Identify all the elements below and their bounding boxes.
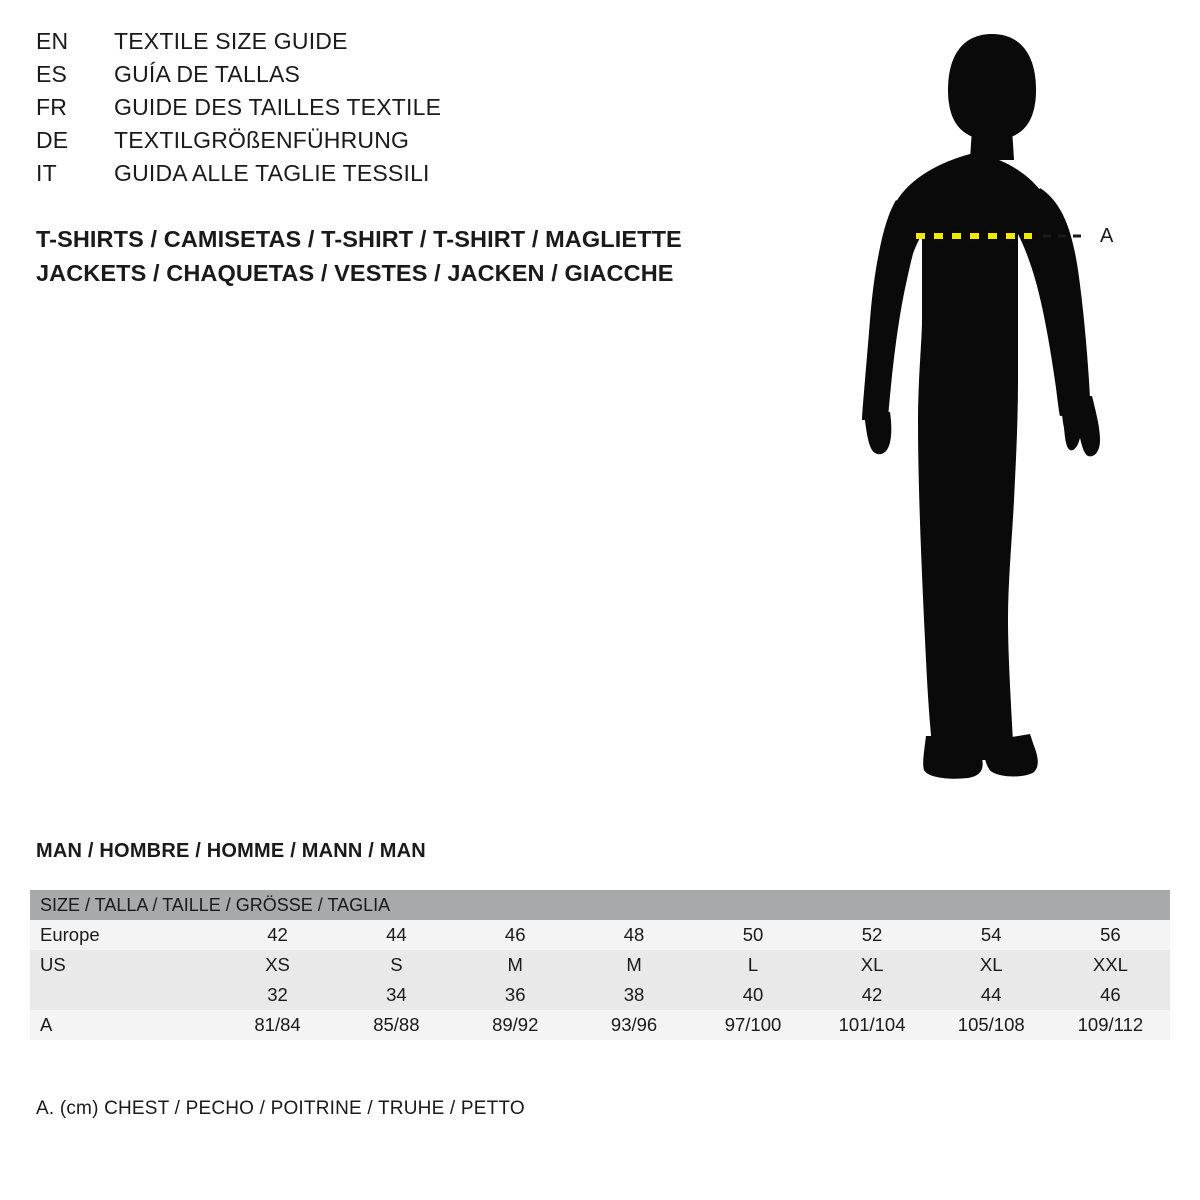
row-cell: XS [218, 950, 337, 980]
row-cell: 48 [575, 920, 694, 950]
row-cell: M [456, 950, 575, 980]
language-list [36, 28, 736, 193]
row-cell: 46 [456, 920, 575, 950]
language-text: GUIDE DES TAILLES TEXTILE [114, 94, 442, 120]
row-cell: S [337, 950, 456, 980]
measure-label-a: A [1100, 225, 1114, 247]
row-cell: 89/92 [456, 1010, 575, 1040]
language-row [36, 61, 736, 94]
table-header-label: SIZE / TALLA / TAILLE / GRÖSSE / TAGLIA [30, 890, 1170, 920]
table-header-row [30, 890, 1170, 920]
row-label: A [30, 1010, 218, 1040]
row-label: Europe [30, 920, 218, 950]
language-text: GUÍA DE TALLAS [114, 61, 301, 87]
silhouette-shape [862, 34, 1100, 779]
category-tshirts: T-SHIRTS / CAMISETAS / T-SHIRT / T-SHIRT / MAGLIETTE [36, 226, 682, 252]
row-label: US [30, 950, 218, 980]
row-cell: 32 [218, 980, 337, 1010]
row-cell: 105/108 [932, 1010, 1051, 1040]
row-cell: XL [932, 950, 1051, 980]
row-cell: 85/88 [337, 1010, 456, 1040]
row-cell: XXL [1051, 950, 1170, 980]
language-row [36, 28, 736, 61]
language-code: IT [36, 160, 57, 186]
table-row [30, 1010, 1170, 1040]
row-cell: 101/104 [812, 1010, 931, 1040]
language-code: DE [36, 127, 69, 153]
table-footnote: A. (cm) CHEST / PECHO / POITRINE / TRUHE / PETTO [36, 1098, 525, 1119]
row-cell: 50 [693, 920, 812, 950]
size-table [30, 890, 1170, 1040]
table-row [30, 980, 1170, 1010]
row-cell: 56 [1051, 920, 1170, 950]
row-cell: 38 [575, 980, 694, 1010]
row-cell: 34 [337, 980, 456, 1010]
row-cell: 93/96 [575, 1010, 694, 1040]
language-text: TEXTILE SIZE GUIDE [114, 28, 348, 54]
language-text: GUIDA ALLE TAGLIE TESSILI [114, 160, 430, 186]
language-code: ES [36, 61, 68, 87]
language-code: FR [36, 94, 68, 120]
language-row [36, 94, 736, 127]
row-cell: 42 [218, 920, 337, 950]
row-cell: M [575, 950, 694, 980]
row-cell: 46 [1051, 980, 1170, 1010]
body-silhouette-figure [800, 20, 1190, 800]
row-cell: 40 [693, 980, 812, 1010]
row-cell: 36 [456, 980, 575, 1010]
language-row [36, 160, 736, 193]
row-label [30, 980, 218, 1010]
row-cell: L [693, 950, 812, 980]
table-row [30, 950, 1170, 980]
row-cell: 52 [812, 920, 931, 950]
row-cell: XL [812, 950, 931, 980]
category-jackets: JACKETS / CHAQUETAS / VESTES / JACKEN / GIACCHE [36, 260, 674, 286]
row-cell: 97/100 [693, 1010, 812, 1040]
language-code: EN [36, 28, 69, 54]
language-text: TEXTILGRÖßENFÜHRUNG [114, 127, 410, 153]
table-section-title: MAN / HOMBRE / HOMME / MANN / MAN [36, 840, 426, 862]
table-row [30, 920, 1170, 950]
language-row [36, 127, 736, 160]
row-cell: 54 [932, 920, 1051, 950]
row-cell: 44 [337, 920, 456, 950]
row-cell: 42 [812, 980, 931, 1010]
row-cell: 81/84 [218, 1010, 337, 1040]
row-cell: 44 [932, 980, 1051, 1010]
category-list [36, 222, 796, 290]
row-cell: 109/112 [1051, 1010, 1170, 1040]
